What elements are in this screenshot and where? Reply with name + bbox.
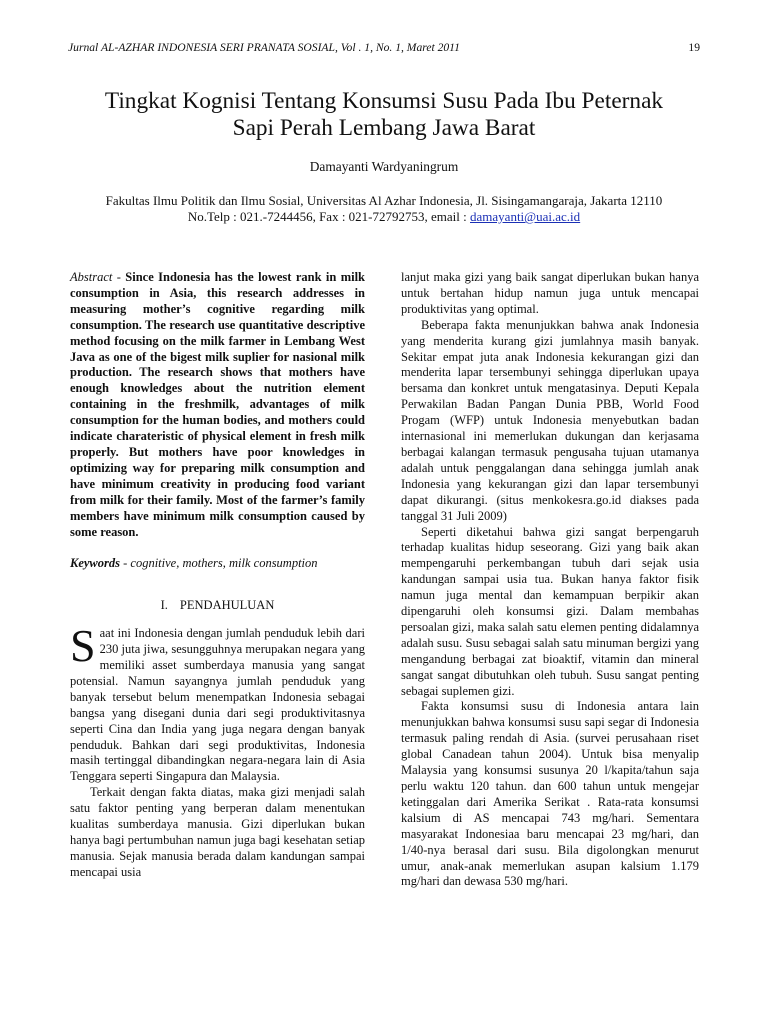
abstract-label: Abstract -	[70, 270, 121, 284]
contact-text: No.Telp : 021.-7244456, Fax : 021-72792753, email :	[187, 209, 471, 224]
author-name: Damayanti Wardyaningrum	[309, 159, 459, 174]
page-number: 19	[688, 41, 700, 54]
abstract	[70, 270, 365, 540]
title-line-1: Tingkat Kognisi Tentang Konsumsi Susu Pada Ibu Peternak	[104, 88, 664, 114]
title-line-2: Sapi Perah Lembang Jawa Barat	[232, 115, 536, 141]
paper-title	[40, 88, 728, 142]
keywords	[70, 556, 365, 572]
affiliation-address: Fakultas Ilmu Politik dan Ilmu Sosial, Universitas Al Azhar Indonesia, Jl. Sisingamangaraja, Jakarta 12110	[105, 193, 663, 208]
email-link[interactable]: damayanti@uai.ac.id	[470, 209, 581, 224]
right-column	[401, 270, 699, 890]
keywords-label: Keywords	[70, 556, 120, 571]
body-paragraph-3: Seperti diketahui bahwa gizi sangat berpengaruh terhadap kualitas hidup seseorang. Gizi yang baik akan mempengaruhi perkembangan tubuh dari sejak usia kandungan sampai usia tua. Bukan hanya faktor fisik namun juga mental dan kemampuan berpikir akan dipengaruhi oleh konsumsi gizi. Dalam membahas persoalan gizi, maka salah satu elemen penting didalamnya adalah susu. Susu sebagai salah satu minuman bergizi yang mengandung berbagai zat bioaktif, vitamin dan mineral sangat sangat dibutuhkan oleh tubuh. Susu sangat penting sebagai suplemen gizi.	[401, 524, 699, 698]
intro-paragraph-2: Terkait dengan fakta diatas, maka gizi menjadi salah satu faktor penting yang berperan dalam menentukan kualitas sumberdaya manusia. Gizi diperlukan bukan hanya bagi pertumbuhan namun juga bagi kesehatan setiap manusia. Sejak manusia berada dalam kandungan sampai mencapai usia	[70, 785, 365, 879]
affiliation-contact	[30, 209, 738, 225]
body-paragraph-4: Fakta konsumsi susu di Indonesia antara lain menunjukkan bahwa konsumsi susu sapi segar di Indonesia termasuk paling rendah di Asia. (survei perusahaan riset global Canadean tahun 2004). Untuk bisa menyalip Malaysia yang konsumsi susunya 20 l/kapita/tahun saja perlu waktu 120 tahun. dan 600 tahun untuk mengejar ketinggalan dari Amerika Serikat . Rata-rata konsumsi kalsium di AS mencapai 743 mg/hari. Sementara masyarakat Indonesiaa baru mencapai 23 mg/hari, dan 1/40-nya berasal dari susu. Bila digolongkan menurut umur, anak-anak memerlukan asupan kalsium 1.179 mg/hari dan dewasa 530 mg/hari.	[401, 699, 699, 889]
body-paragraph-1: lanjut maka gizi yang baik sangat diperlukan bukan hanya untuk bertahan hidup namun juga untuk mencapai produktivitas yang optimal.	[401, 270, 699, 316]
section-title: PENDAHULUAN	[179, 598, 275, 613]
section-heading	[70, 598, 365, 614]
intro-paragraph-1	[70, 620, 365, 785]
running-header	[68, 41, 700, 57]
left-column	[70, 270, 365, 881]
journal-citation: Jurnal AL-AZHAR INDONESIA SERI PRANATA SOSIAL, Vol . 1, No. 1, Maret 2011	[68, 41, 460, 54]
section-number: I.	[160, 598, 168, 613]
keywords-text: - cognitive, mothers, milk consumption	[120, 556, 318, 571]
affiliation	[30, 193, 738, 225]
body-paragraph-2: Beberapa fakta menunjukkan bahwa anak Indonesia yang menderita kurang gizi jumlahnya masih banyak. Sekitar empat juta anak Indonesia kekurangan gizi dan menderita lapar tersembunyi sehingga diperlukan upaya bersama dan konkret untuk mengatasinya. Deputi Kepala Perwakilan Badan Pangan Dunia PBB, World Food Progam (WFP) untuk Indonesia menyebutkan badan internasional ini memerlukan dukungan dan kerjasama berbagai kalangan termasuk pengusaha tujuan utamanya adalah untuk penggalangan dana sehingga jumlah anak Indonesia yang kekurangan gizi dan lapar tersembunyi dapat dikurangi. (situs menkokesra.go.id diakses pada tanggal 31 Juli 2009)	[401, 317, 699, 523]
drop-cap: S	[70, 620, 96, 672]
abstract-text: Since Indonesia has the lowest rank in milk consumption in Asia, this research addresses in measuring mother’s cognitive regarding milk consumption. The research use quantitative descriptive method focusing on the milk farmer in Lembang West Java as one of the bigest milk suplier for nasional milk production. The research shows that mothers have enough knowledges about the nutrition element containing in the freshmilk, advantages of milk consumption for the human bodies, and mothers could indicate charateristic of physical element in fresh milk properly. But mothers have poor knowledges in optimizing way for preparing milk consumption and have minimum creativity in producing food variant from milk for their family. Most of the farmer’s family members have minimum milk consumption caused by some reason.	[70, 270, 366, 539]
intro-paragraph-1-text: aat ini Indonesia dengan jumlah penduduk lebih dari 230 juta jiwa, sesungguhnya merupakan negara yang memiliki asset sumberdaya manusia yang sangat potensial. Namun sayangnya jumlah penduduk yang banyak tersebut belum menempatkan Indonesia sebagai bangsa yang disegani dunia dari segi produktivitasnya seperti Cina dan India yang juga negara dengan banyak penduduk. Bahkan dari segi produktivitas, Indonesia masih tertinggal dibandingkan negara-negara lain di Asia Tenggara seperti Singapura dan Malaysia.	[70, 626, 365, 784]
